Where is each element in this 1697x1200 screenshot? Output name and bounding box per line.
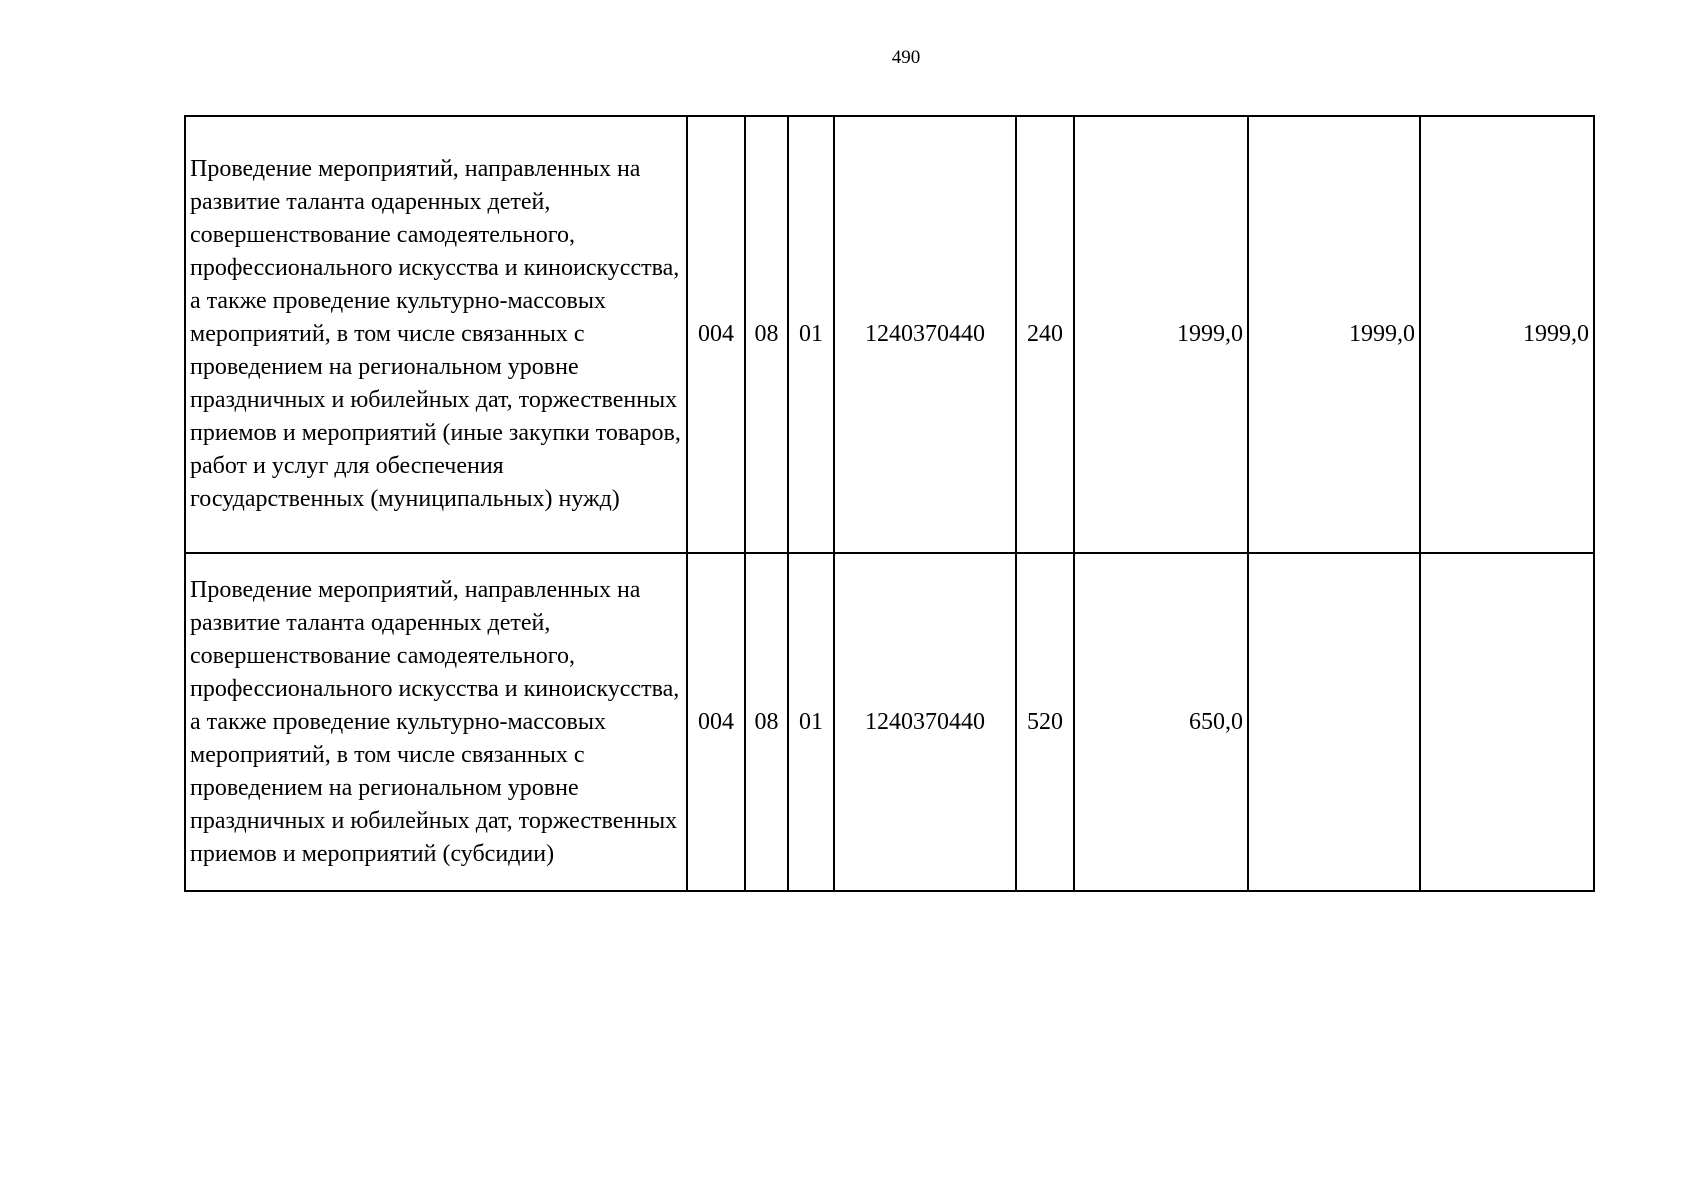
target-article-code: 1240370440 — [834, 116, 1016, 553]
page-number: 490 — [891, 47, 921, 68]
subsection-code: 01 — [788, 116, 834, 553]
amount-year-2 — [1248, 553, 1420, 891]
amount-year-1: 1999,0 — [1074, 116, 1248, 553]
section-code: 08 — [745, 116, 788, 553]
expense-type-code: 520 — [1016, 553, 1074, 891]
budget-table — [184, 115, 1595, 892]
amount-year-3: 1999,0 — [1420, 116, 1594, 553]
row-description: Проведение мероприятий, направленных на развитие таланта одаренных детей, совершенствование самодеятельного, профессионального искусства и киноискусства, а также проведение культурно-массовых мероприятий, в том числе связанных с проведением на региональном уровне праздничных и юбилейных дат, торжественных приемов и мероприятий (субсидии) — [185, 553, 687, 891]
table-row — [185, 116, 1594, 553]
amount-year-2: 1999,0 — [1248, 116, 1420, 553]
ministry-code: 004 — [687, 553, 745, 891]
table-row — [185, 553, 1594, 891]
section-code: 08 — [745, 553, 788, 891]
expense-type-code: 240 — [1016, 116, 1074, 553]
amount-year-1: 650,0 — [1074, 553, 1248, 891]
subsection-code: 01 — [788, 553, 834, 891]
ministry-code: 004 — [687, 116, 745, 553]
row-description: Проведение мероприятий, направленных на развитие таланта одаренных детей, совершенствование самодеятельного, профессионального искусства и киноискусства, а также проведение культурно-массовых мероприятий, в том числе связанных с проведением на региональном уровне праздничных и юбилейных дат, торжественных приемов и мероприятий (иные закупки товаров, работ и услуг для обеспечения государственных (муниципальных) нужд) — [185, 116, 687, 553]
target-article-code: 1240370440 — [834, 553, 1016, 891]
amount-year-3 — [1420, 553, 1594, 891]
